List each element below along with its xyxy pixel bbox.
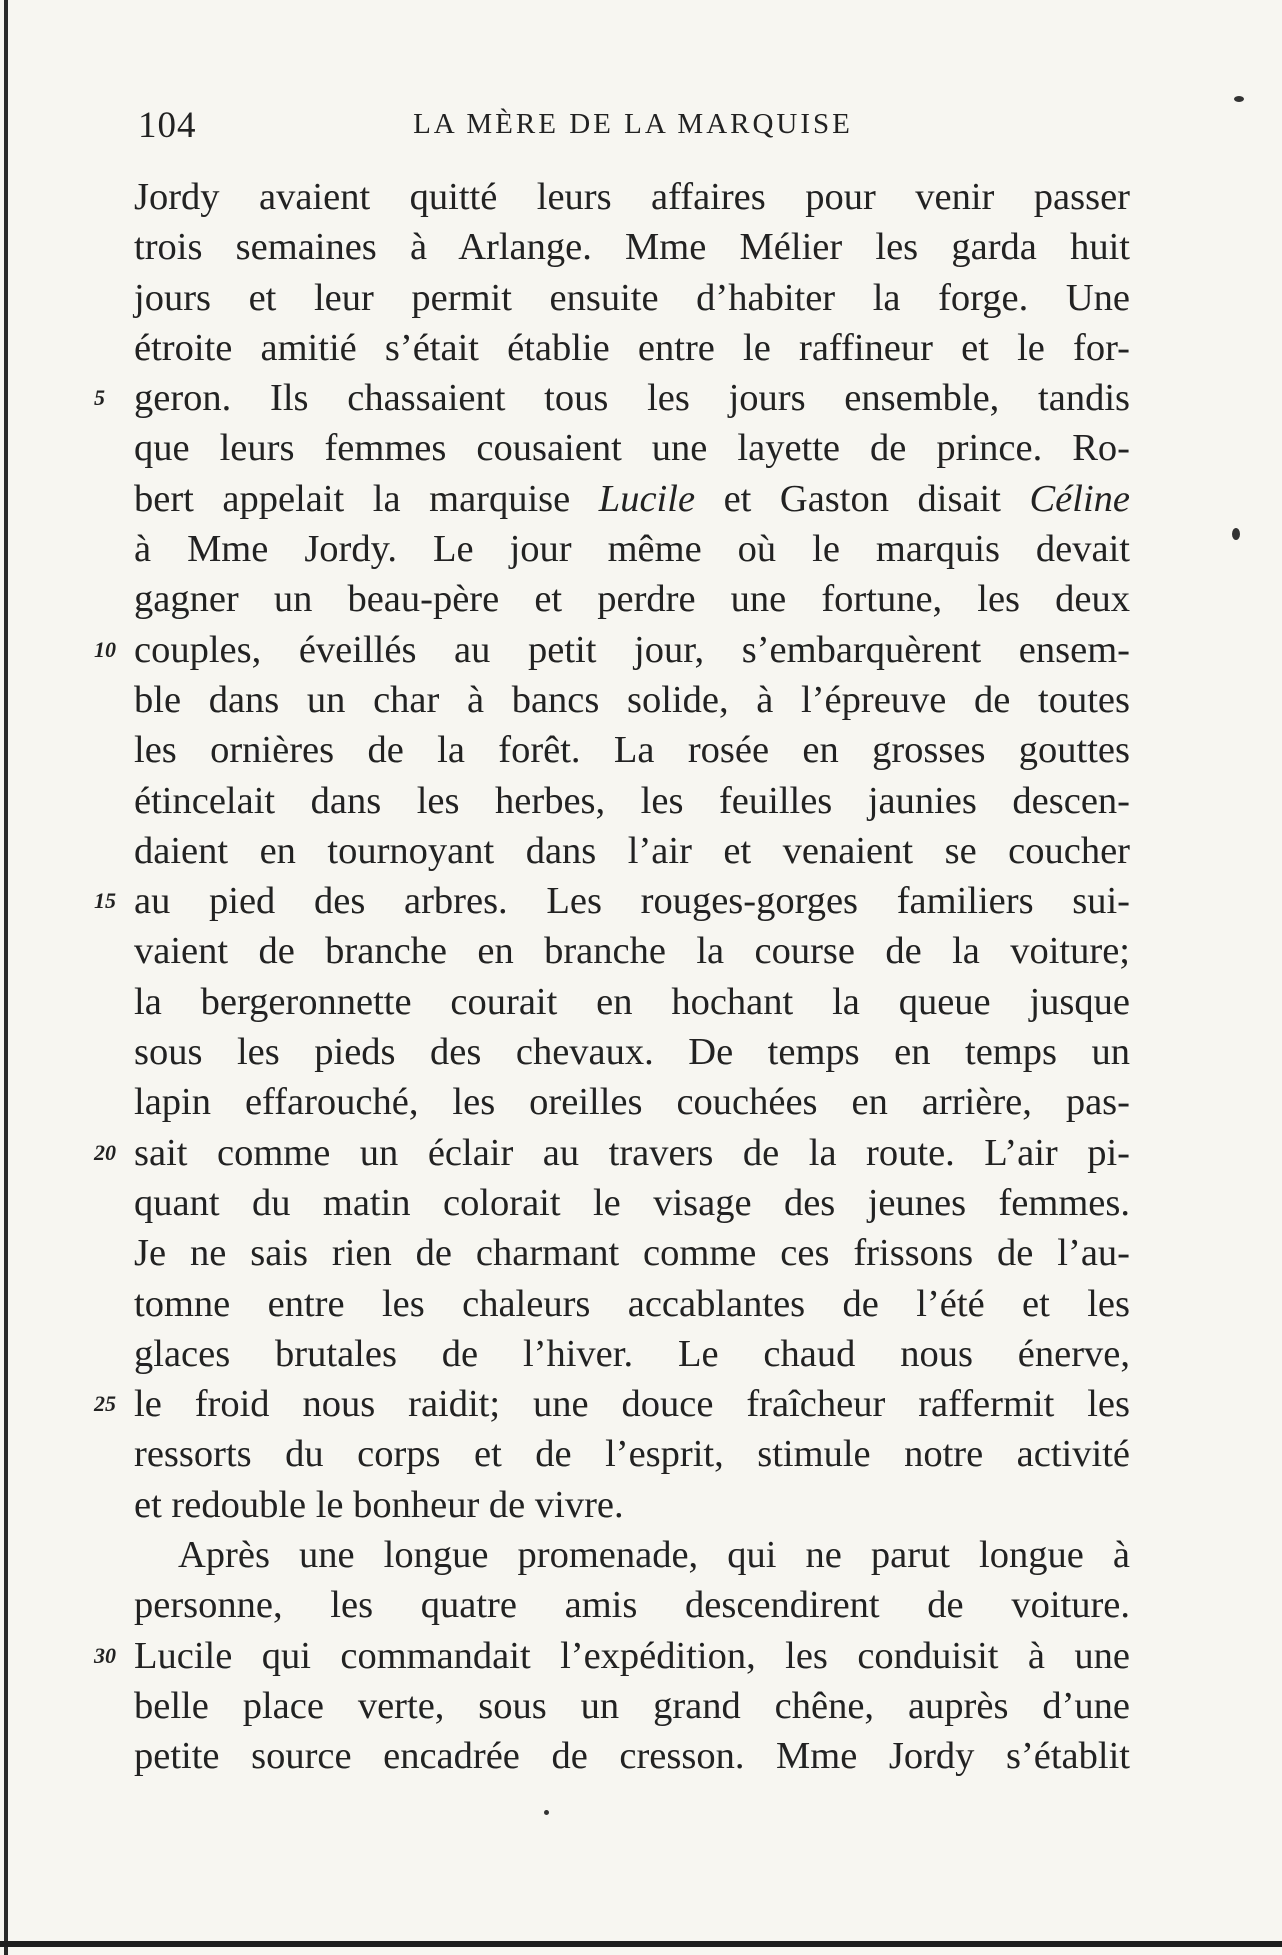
line-text: petite source encadrée de cresson. Mme Jordy s’établit	[134, 1735, 1130, 1778]
line-text: jours et leur permit ensuite d’habiter la forge. Une	[134, 276, 1130, 319]
line-text: et redouble le bonheur de vivre.	[134, 1483, 624, 1526]
line-number: 30	[94, 1642, 116, 1668]
text-line	[134, 172, 1130, 222]
line-text: glaces brutales de l’hiver. Le chaud nous énerve,	[134, 1332, 1130, 1375]
page-number: 104	[138, 105, 197, 146]
text-line	[134, 423, 1130, 473]
text-line	[94, 373, 1130, 423]
text-line	[134, 675, 1130, 725]
text-line	[134, 826, 1130, 876]
text-line	[134, 1681, 1130, 1731]
line-text: Après une longue promenade, qui ne parut longue à	[178, 1534, 1130, 1577]
text-line	[94, 1631, 1130, 1681]
text-line	[134, 323, 1130, 373]
page-binding-edge	[4, 0, 8, 1955]
line-text: le froid nous raidit; une douce fraîcheur raffermit les	[134, 1383, 1130, 1426]
ink-speck	[1234, 96, 1244, 102]
line-text: tomne entre les chaleurs accablantes de l’été et les	[134, 1282, 1130, 1325]
text-line	[134, 776, 1130, 826]
line-number: 10	[94, 636, 116, 662]
line-text: Lucile qui commandait l’expédition, les conduisit à une	[134, 1634, 1130, 1677]
line-text: étincelait dans les herbes, les feuilles jaunies descen-	[134, 779, 1130, 822]
text-line	[134, 926, 1130, 976]
line-text: quant du matin colorait le visage des jeunes femmes.	[134, 1181, 1130, 1224]
running-title: LA MÈRE DE LA MARQUISE	[413, 108, 853, 140]
text-line	[134, 1731, 1130, 1781]
line-text: vaient de branche en branche la course de la voiture;	[134, 930, 1130, 973]
text-line	[134, 574, 1130, 624]
line-number: 5	[94, 385, 105, 411]
text-line	[134, 1077, 1130, 1127]
line-text: trois semaines à Arlange. Mme Mélier les garda huit	[134, 226, 1130, 269]
line-text: personne, les quatre amis descendirent de voiture.	[134, 1584, 1130, 1627]
line-text: Jordy avaient quitté leurs affaires pour venir passer	[134, 176, 1130, 218]
text-line	[94, 876, 1130, 926]
text-line	[134, 725, 1130, 775]
line-text: belle place verte, sous un grand chêne, auprès d’une	[134, 1684, 1130, 1727]
text-line	[94, 1379, 1130, 1429]
ink-speck	[544, 1810, 549, 1815]
line-text: étroite amitié s’était établie entre le raffineur et le for-	[134, 326, 1130, 369]
line-number: 20	[94, 1139, 116, 1165]
text-line	[134, 1027, 1130, 1077]
line-text: sous les pieds des chevaux. De temps en temps un	[134, 1031, 1130, 1074]
line-text: lapin effarouché, les oreilles couchées en arrière, pas-	[134, 1081, 1130, 1124]
line-text: ble dans un char à bancs solide, à l’épreuve de toutes	[134, 678, 1130, 721]
text-line	[94, 625, 1130, 675]
line-text: ressorts du corps et de l’esprit, stimule notre activité	[134, 1433, 1130, 1476]
line-text: à Mme Jordy. Le jour même où le marquis devait	[134, 528, 1130, 571]
text-line	[134, 1480, 1130, 1530]
line-number: 25	[94, 1391, 116, 1417]
text-line	[134, 1580, 1130, 1630]
text-line	[134, 222, 1130, 272]
line-text: au pied des arbres. Les rouges-gorges familiers sui-	[134, 880, 1130, 923]
page-bottom-edge	[0, 1941, 1282, 1947]
text-line	[134, 273, 1130, 323]
text-line	[134, 474, 1130, 524]
text-line	[134, 977, 1130, 1027]
line-text: la bergeronnette courait en hochant la queue jusque	[134, 980, 1130, 1023]
text-line	[134, 1530, 1130, 1580]
text-line	[134, 1329, 1130, 1379]
line-text: sait comme un éclair au travers de la route. L’air pi-	[134, 1131, 1130, 1174]
text-line	[134, 1279, 1130, 1329]
line-text: gagner un beau-père et perdre une fortune, les deux	[134, 578, 1130, 621]
line-number: 15	[94, 888, 116, 914]
text-line	[94, 1128, 1130, 1178]
body-text	[94, 172, 1130, 1782]
line-text: Je ne sais rien de charmant comme ces frissons de l’au-	[134, 1232, 1130, 1275]
line-text: que leurs femmes cousaient une layette de prince. Ro-	[134, 427, 1130, 470]
line-text: daient en tournoyant dans l’air et venaient se coucher	[134, 829, 1130, 872]
text-line	[134, 1228, 1130, 1278]
text-line	[134, 1178, 1130, 1228]
ink-speck	[1232, 528, 1240, 540]
line-text: geron. Ils chassaient tous les jours ensemble, tandis	[134, 377, 1130, 420]
line-text: bert appelait la marquise Lucile et Gaston disait Céline	[134, 477, 1130, 520]
line-text: les ornières de la forêt. La rosée en grosses gouttes	[134, 729, 1130, 772]
text-line	[134, 524, 1130, 574]
page-header	[138, 104, 1128, 144]
text-line	[134, 1429, 1130, 1479]
line-text: couples, éveillés au petit jour, s’embarquèrent ensem-	[134, 628, 1130, 671]
